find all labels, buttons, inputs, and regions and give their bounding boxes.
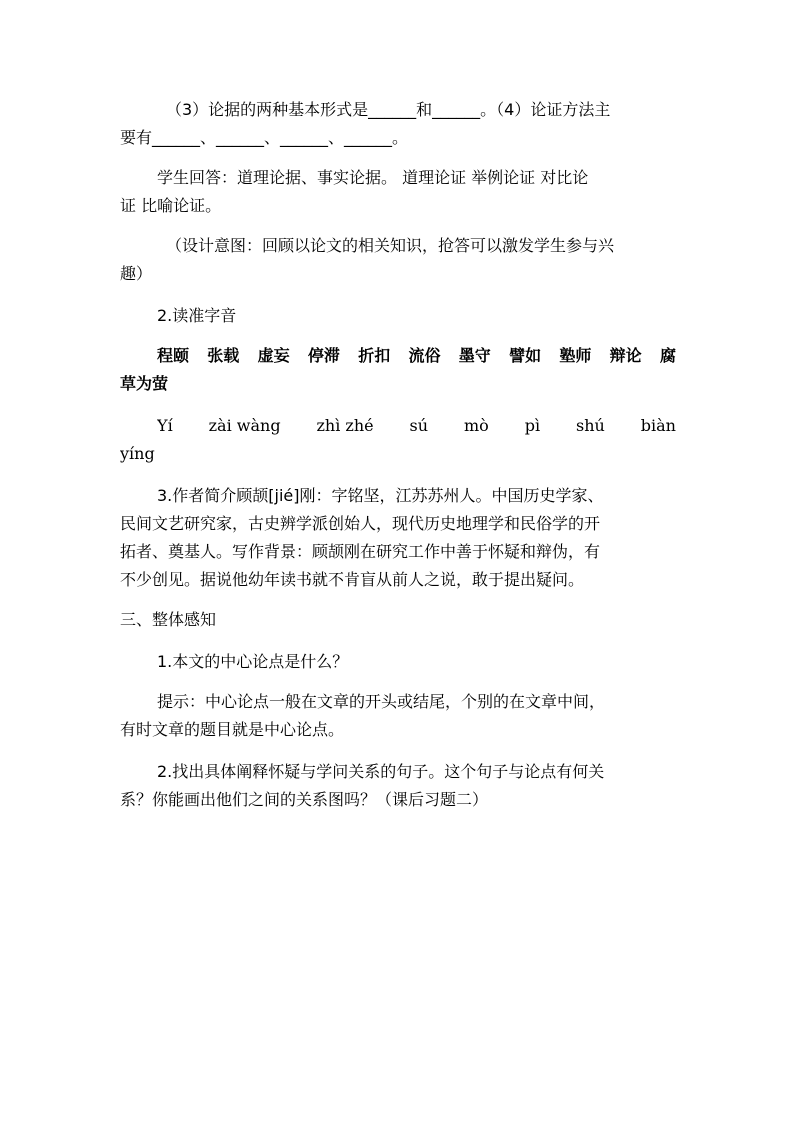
vocab-word: 折扣 [358,346,391,365]
hint-continuation: 有时文章的题目就是中心论点。 [120,720,345,739]
student-answer-text: 学生回答：道理论据、事实论据。 道理论证 举例论证 对比论 [157,168,589,187]
vocab-word: 辩论 [609,346,642,365]
student-answer-continuation: 证 比喻论证。 [120,196,222,215]
section-3-heading: 三、整体感知 [120,610,217,629]
question-3-text: （3）论据的两种基本形式是______和______。（4）论证方法主 [166,100,611,119]
pinyin-item: pì [524,416,541,435]
pinyin-item: biàn [640,416,676,435]
vocab-word: 程颐 [157,346,190,365]
hint-text: 提示：中心论点一般在文章的开头或结尾，个别的在文章中间， [157,692,606,711]
vocabulary-word-continuation: 草为萤 [120,374,169,393]
pinyin-continuation: yíng [120,444,155,463]
author-intro-line-3: 拓者、奠基人。写作背景：顾颉刚在研究工作中善于怀疑和辩伪，有 [120,542,601,561]
question-4-continuation: 要有______、______、______、______。 [120,128,409,147]
pinyin-item: sú [409,416,429,435]
question-central-argument: 1.本文的中心论点是什么？ [157,652,349,671]
author-intro-text: 3.作者简介顾颉[jié]刚：字铭坚，江苏苏州人。中国历史学家、 [157,486,604,505]
vocab-word: 塾师 [559,346,592,365]
pinyin-item: zhì zhé [316,416,374,435]
vocab-word: 墨守 [458,346,491,365]
pinyin-item: Yí [157,416,173,435]
pinyin-item: mò [463,416,489,435]
section-pronunciation-heading: 2.读准字音 [157,306,237,325]
pinyin-row [157,416,676,436]
pinyin-item: zài wàng [208,416,281,435]
vocab-word: 腐 [659,346,676,365]
author-intro-line-4: 不少创见。据说他幼年读书就不肯盲从前人之说，敢于提出疑问。 [120,570,585,589]
design-intent-text: （设计意图：回顾以论文的相关知识，抢答可以激发学生参与兴 [166,236,615,255]
vocab-word: 张载 [207,346,240,365]
vocabulary-word-row [157,346,676,366]
question-relationship: 2.找出具体阐释怀疑与学问关系的句子。这个句子与论点有何关 [157,762,605,781]
vocab-word: 流俗 [408,346,441,365]
vocab-word: 譬如 [509,346,542,365]
vocab-word: 虚妄 [257,346,290,365]
pinyin-item: shú [576,416,605,435]
design-intent-continuation: 趣） [120,264,153,283]
vocab-word: 停滞 [307,346,340,365]
author-intro-line-2: 民间文艺研究家，古史辨学派创始人，现代历史地理学和民俗学的开 [120,514,601,533]
question-relationship-continuation: 系？你能画出他们之间的关系图吗？（课后习题二） [120,790,489,809]
